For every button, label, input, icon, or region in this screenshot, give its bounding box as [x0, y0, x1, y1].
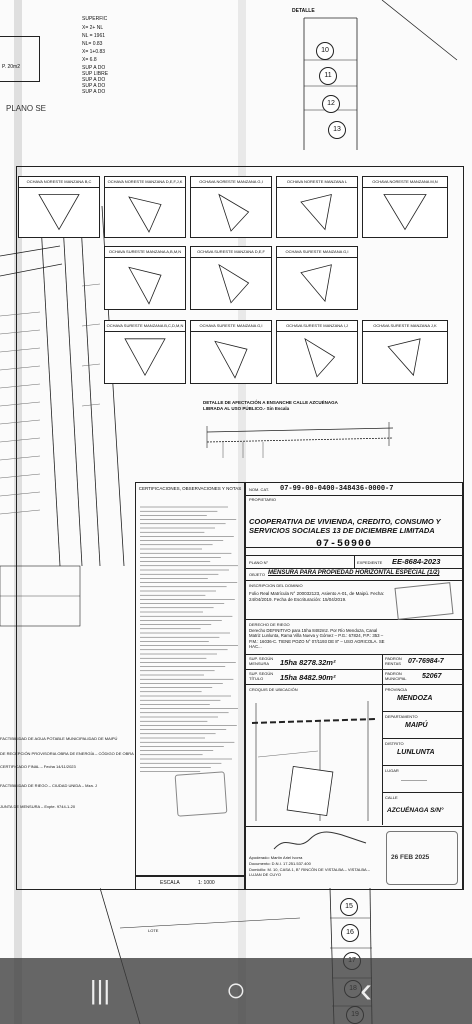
objeto-row	[246, 568, 462, 581]
note-line: NL= 0.83	[82, 41, 103, 47]
note-line: X= 6.8	[82, 57, 97, 63]
navigation-bar	[0, 958, 472, 1024]
inscripcion-label: INSCRIPCION DEL DOMINIO	[249, 583, 303, 588]
site-map	[0, 166, 140, 646]
home-icon: ○	[225, 971, 247, 1009]
left-note: DE RECEPCIÓN PROVISORIA OBRA DE ENERGÍA – CÓDIGO DE OBRA	[0, 751, 134, 756]
lot-number: 11	[319, 67, 337, 85]
ochava-triangle	[363, 187, 447, 237]
signature-stamp	[175, 771, 228, 816]
ochava-cell	[362, 320, 448, 384]
apoderado-line: Domicilio: M. 10, CASA 1, B° RINCÓN DE VISTALBA – VISTALBA – LUJAN DE CUYO	[249, 867, 370, 877]
ochava-header: OCHAVA SURESTE MANZANA B,C,D,M,N	[105, 321, 185, 332]
inscripcion-text: Folio Real Matrícula N° 200032123, Asiento A-01, de Maipú. Fecha: 24/04/2019. Fecha de Escrituración: 15/04/2019.	[249, 591, 385, 602]
top-left-fragment	[0, 0, 120, 150]
left-note: JUNTA DE MENSURA – Expte. 9744-1-20	[0, 804, 76, 809]
ochava-cell	[104, 320, 186, 384]
apoderado-line: Documento: D.N.I. 17.251.537.400	[249, 861, 311, 866]
nom-cat-value: 07-99-00-0400-348436-0000-7	[280, 485, 394, 493]
title-block	[245, 482, 463, 890]
plano-label: PLANO SE	[6, 104, 47, 113]
ochava-header: OCHAVA NORESTE MANZANA G,I	[191, 177, 271, 188]
ochava-cell	[276, 176, 358, 238]
ochava-header: OCHAVA NORESTE MANZANA L	[277, 177, 357, 188]
detail-title: DETALLE	[292, 8, 315, 14]
lot-number: 13	[328, 121, 346, 139]
padron-rentas-value: 07-76984-7	[408, 658, 444, 665]
ochava-triangle	[191, 187, 271, 237]
sup-mensura-label: SUP. SEGÚN MENSURA	[249, 656, 274, 666]
ochava-cell	[104, 246, 186, 310]
lugar-value: -------------	[401, 778, 427, 784]
provincia-cell	[383, 685, 462, 712]
sup-titulo-value: 15ha 8482.90m²	[280, 673, 336, 682]
divider	[354, 556, 355, 568]
padron-municipal-value: 52067	[422, 673, 442, 680]
note-line: SUP LIBRE	[82, 71, 109, 77]
fragment-box	[0, 36, 40, 82]
approval-stamp	[386, 831, 458, 885]
recent-apps-icon: |||	[89, 975, 111, 1005]
calle-value: AZCUÉNAGA S/N°	[387, 807, 444, 814]
ochava-header: OCHAVA SURESTE MANZANA G,I	[191, 321, 271, 332]
croquis-box	[246, 685, 383, 825]
note-line: SUP A DO	[82, 89, 106, 95]
padron-municipal-label: PADRON MUNICIPAL	[385, 671, 407, 681]
divider	[382, 670, 383, 684]
ochava-header: OCHAVA SURESTE MANZANA J,K	[363, 321, 447, 332]
croquis-map	[246, 693, 382, 823]
ochava-cell	[362, 176, 448, 238]
provincia-value: MENDOZA	[397, 695, 433, 702]
objeto-label: OBJETO	[249, 572, 265, 577]
home-button[interactable]	[216, 970, 256, 1010]
ochava-cell	[104, 176, 186, 238]
padron-rentas-label: PADRON RENTAS	[385, 656, 402, 666]
ochava-triangle	[277, 257, 357, 309]
ochava-cell	[276, 320, 358, 384]
left-notes	[0, 736, 134, 809]
ochava-triangle	[277, 331, 357, 383]
detail-heading: DETALLE DE AFECTACIÓN A ENSANCHE CALLE AZCUÉNAGA	[203, 400, 338, 405]
expediente-label: EXPEDIENTE	[357, 560, 383, 565]
departamento-value: MAIPÚ	[405, 722, 428, 729]
ochava-header: OCHAVA SURESTE MANZANA G,I	[277, 247, 357, 258]
ochava-cell	[190, 320, 272, 384]
lugar-label: LUGAR	[385, 768, 399, 773]
ochava-cell	[190, 176, 272, 238]
ochava-triangle	[105, 257, 185, 309]
lot-number: 16	[341, 924, 359, 942]
divider	[382, 655, 383, 669]
inscripcion-row	[246, 581, 462, 620]
departamento-label: DEPARTAMENTO	[385, 714, 418, 719]
left-note: FACTIBILIDAD DE AGUA POTABLE MUNICIPALIDAD DE MAIPÚ	[0, 736, 118, 741]
signature-stamp	[394, 582, 453, 620]
certificaciones-box	[135, 482, 245, 876]
sup-mensura-row	[246, 655, 462, 670]
stamp-date: 26 FEB 2025	[391, 854, 430, 861]
plano-number: 07-50900	[316, 539, 373, 550]
distrito-label: DISTRITO	[385, 741, 404, 746]
ochava-triangle	[277, 187, 357, 237]
afectacion-detail	[203, 400, 453, 466]
plano-label: PLANO N°	[249, 560, 269, 565]
ochava-header: OCHAVA SURESTE MANZANA A,B,M,N	[105, 247, 185, 258]
ochava-triangle	[191, 331, 271, 383]
note-line: NL = 1961	[82, 33, 106, 39]
location-box	[383, 685, 462, 825]
note-line: SUPERFIC	[82, 16, 108, 22]
detail-drawing	[282, 0, 472, 150]
ochava-triangle	[105, 187, 185, 237]
riego-text: Derecho DEFINITIVO para 15ha 8482m2. Por Río Mendoza, Canal Matriz Lunlunta, Rama Villa Nueva y Gómez – P.G.: 67824, P.P.: 353 – P.M.: 16036-C. TIENE POZO N° 07/1193 DE 8" – USO AGRICOLA. SE HAC...	[249, 628, 385, 649]
propietario-label: PROPIETARIO	[249, 497, 277, 502]
signature-scribble	[270, 831, 370, 855]
expediente-value: EE-8684-2023	[392, 557, 441, 566]
lot-number: 10	[316, 42, 334, 60]
back-icon: ‹	[360, 969, 372, 1010]
sup-mensura-value: 15ha 8278.32m²	[280, 658, 336, 667]
note-line: X= 2+ NL	[82, 25, 104, 31]
riego-row	[246, 620, 462, 655]
bottom-lot-label: LOTE	[148, 928, 159, 933]
ochava-triangle	[191, 257, 271, 309]
ochava-cell	[18, 176, 100, 238]
distrito-cell	[383, 739, 462, 766]
fragment-note: P. 20m2	[2, 64, 20, 70]
left-note: CERTIFICADO FINAL – Fecha 14/11/2023	[0, 764, 76, 769]
note-line: SUP A DO	[82, 83, 106, 89]
ochava-cell	[190, 246, 272, 310]
left-note: FACTIBILIDAD DE RIEGO – CIUDAD UNIDA – Mza. J	[0, 783, 97, 788]
croquis-label: CROQUIS DE UBICACIÓN	[249, 687, 298, 692]
note-line: SUP A DO	[82, 65, 106, 71]
note-line: X= 1+0.83	[82, 49, 106, 55]
provincia-label: PROVINCIA	[385, 687, 408, 692]
lot-number: 15	[340, 898, 358, 916]
riego-label: DERECHO DE RIEGO	[249, 622, 290, 627]
note-line: SUP A DO	[82, 77, 106, 83]
ochava-triangle	[19, 187, 99, 237]
superficie-notes	[82, 16, 122, 95]
top-right-detail	[282, 0, 472, 150]
ochava-triangle	[105, 331, 185, 383]
ochava-header: OCHAVA NORESTE MANZANA D,E,F,J,K	[105, 177, 185, 188]
ochava-header: OCHAVA NORESTE MANZANA M,N	[363, 177, 447, 188]
recent-apps-button[interactable]	[80, 970, 120, 1010]
objeto-value: MENSURA PARA PROPIEDAD HORIZONTAL ESPECIAL (1/2)	[268, 570, 440, 576]
calle-cell	[383, 793, 462, 825]
ochava-header: OCHAVA NORESTE MANZANA B,C	[19, 177, 99, 188]
certificaciones-title: CERTIFICACIONES, OBSERVACIONES Y NOTAS	[138, 486, 242, 491]
plano-row	[246, 555, 462, 569]
nom-cat-label: NOM. CAT.	[249, 487, 269, 492]
lugar-cell	[383, 766, 462, 793]
escala-label: ESCALA	[160, 880, 180, 886]
ochava-triangle	[363, 331, 447, 383]
ochava-header: OCHAVA SURESTE MANZANA I,J	[277, 321, 357, 332]
escala-value: 1: 1000	[198, 880, 215, 886]
lot-number: 12	[322, 95, 340, 113]
detail-subheading: LIBRADA AL USO PÚBLICO.- Sin Escala	[203, 406, 290, 411]
apoderado-line: Apoderado: Martín Ariel Ivorra	[249, 855, 303, 860]
sup-titulo-row	[246, 670, 462, 685]
ochava-header: OCHAVA SURESTE MANZANA D,E,F	[191, 247, 271, 258]
ochava-cell	[276, 246, 358, 310]
distrito-value: LUNLUNTA	[397, 749, 435, 756]
detail-sketch	[203, 412, 453, 466]
departamento-cell	[383, 712, 462, 739]
back-button[interactable]	[346, 970, 386, 1010]
apoderado-box	[246, 826, 462, 890]
propietario-name: COOPERATIVA DE VIVIENDA, CREDITO, CONSUMO Y SERVICIOS SOCIALES 13 DE DICIEMBRE LIMITADA	[249, 517, 441, 535]
sup-titulo-label: SUP. SEGÚN TÍTULO	[249, 671, 274, 681]
calle-label: CALLE	[385, 795, 398, 800]
